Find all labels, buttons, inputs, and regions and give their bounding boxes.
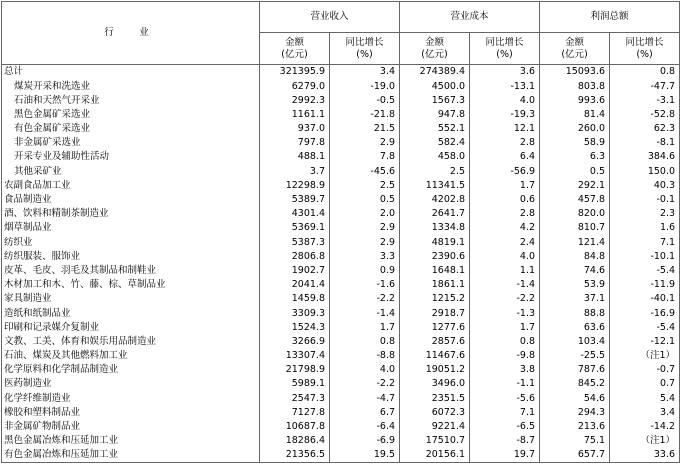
revenue-amount-cell: 18286.4 <box>260 434 330 448</box>
table-row <box>2 306 680 320</box>
table-body <box>2 65 680 463</box>
table-row <box>2 391 680 405</box>
profit-growth-cell: 5.4 <box>610 391 680 405</box>
table-header <box>2 2 680 65</box>
revenue-growth-cell: -4.7 <box>330 391 400 405</box>
cost-growth-cell: 4.2 <box>470 221 540 235</box>
industry-name-cell: 橡胶和塑料制品业 <box>2 406 260 420</box>
cost-growth-cell: -9.8 <box>470 349 540 363</box>
profit-growth-cell: -11.9 <box>610 278 680 292</box>
cost-growth-cell: -5.6 <box>470 391 540 405</box>
revenue-amount-cell: 2806.8 <box>260 249 330 263</box>
cost-amount-cell: 2351.5 <box>400 391 470 405</box>
cost-growth-cell: -1.4 <box>470 278 540 292</box>
industry-name-cell: 非金属矿采选业 <box>2 136 260 150</box>
cost-amount-cell: 1215.2 <box>400 292 470 306</box>
profit-amount-cell: 103.4 <box>540 335 610 349</box>
profit-amount-cell: 74.6 <box>540 264 610 278</box>
revenue-amount-cell: 2992.3 <box>260 93 330 107</box>
profit-amount-cell: 292.1 <box>540 179 610 193</box>
cost-amount-cell: 1861.1 <box>400 278 470 292</box>
cost-growth-cell: -1.3 <box>470 306 540 320</box>
industry-name-cell: 总计 <box>2 65 260 80</box>
profit-amount-header <box>540 33 610 65</box>
profit-amount-cell: 803.8 <box>540 79 610 93</box>
revenue-amount-cell: 321395.9 <box>260 65 330 80</box>
profit-amount-cell: 54.6 <box>540 391 610 405</box>
revenue-amount-cell: 3266.9 <box>260 335 330 349</box>
table-row <box>2 136 680 150</box>
cost-growth-cell: -1.1 <box>470 377 540 391</box>
profit-growth-cell: -40.1 <box>610 292 680 306</box>
revenue-amount-cell: 6279.0 <box>260 79 330 93</box>
cost-amount-cell: 17510.7 <box>400 434 470 448</box>
cost-growth-cell: 2.4 <box>470 235 540 249</box>
cost-amount-cell: 582.4 <box>400 136 470 150</box>
revenue-growth-cell: 0.8 <box>330 335 400 349</box>
revenue-growth-cell: -0.5 <box>330 93 400 107</box>
revenue-growth-cell: 2.9 <box>330 221 400 235</box>
cost-amount-cell: 1567.3 <box>400 93 470 107</box>
revenue-growth-cell: 3.4 <box>330 65 400 80</box>
revenue-amount-cell: 1902.7 <box>260 264 330 278</box>
cost-amount-cell: 274389.4 <box>400 65 470 80</box>
industry-name-cell: 煤炭开采和洗选业 <box>2 79 260 93</box>
cost-growth-cell: 1.7 <box>470 179 540 193</box>
industry-name-cell: 有色金属矿采选业 <box>2 122 260 136</box>
revenue-amount-cell: 937.0 <box>260 122 330 136</box>
cost-growth-cell: 7.1 <box>470 406 540 420</box>
table-row <box>2 179 680 193</box>
cost-amount-cell: 2641.7 <box>400 207 470 221</box>
profit-growth-cell: （注1） <box>610 349 680 363</box>
profit-growth-cell: -3.1 <box>610 93 680 107</box>
revenue-amount-cell: 7127.8 <box>260 406 330 420</box>
profit-growth-cell: -0.7 <box>610 363 680 377</box>
profit-growth-cell: -12.1 <box>610 335 680 349</box>
table-row <box>2 377 680 391</box>
revenue-growth-cell: -1.6 <box>330 278 400 292</box>
growth-unit: (%) <box>356 48 373 60</box>
revenue-growth-cell: 1.7 <box>330 320 400 334</box>
cost-growth-cell: -56.9 <box>470 164 540 178</box>
industry-name-cell: 黑色金属冶炼和压延加工业 <box>2 434 260 448</box>
profit-growth-cell: 62.3 <box>610 122 680 136</box>
revenue-growth-cell: -6.4 <box>330 420 400 434</box>
revenue-growth-cell: -19.0 <box>330 79 400 93</box>
cost-amount-cell: 2857.6 <box>400 335 470 349</box>
industry-name-cell: 黑色金属矿采选业 <box>2 108 260 122</box>
revenue-growth-cell: -8.8 <box>330 349 400 363</box>
profit-growth-cell: -0.1 <box>610 193 680 207</box>
profit-growth-cell: （注1） <box>610 434 680 448</box>
table-row <box>2 108 680 122</box>
profit-growth-cell: -47.7 <box>610 79 680 93</box>
cost-amount-cell: 19051.2 <box>400 363 470 377</box>
industry-name-cell: 食品制造业 <box>2 193 260 207</box>
revenue-growth-cell: -2.2 <box>330 292 400 306</box>
revenue-growth-cell: 3.3 <box>330 249 400 263</box>
amount-label: 金额 <box>425 36 445 48</box>
profit-amount-cell: -25.5 <box>540 349 610 363</box>
industry-name-cell: 皮革、毛皮、羽毛及其制品和制鞋业 <box>2 264 260 278</box>
revenue-amount-cell: 2547.3 <box>260 391 330 405</box>
revenue-amount-cell: 1161.1 <box>260 108 330 122</box>
revenue-growth-cell: 19.5 <box>330 448 400 463</box>
revenue-growth-cell: 2.0 <box>330 207 400 221</box>
industry-name-cell: 非金属矿物制品业 <box>2 420 260 434</box>
cost-amount-cell: 2.5 <box>400 164 470 178</box>
table-row <box>2 335 680 349</box>
cost-amount-cell: 1648.1 <box>400 264 470 278</box>
table-row <box>2 320 680 334</box>
industry-name-cell: 开采专业及辅助性活动 <box>2 150 260 164</box>
profit-growth-cell: 3.4 <box>610 406 680 420</box>
revenue-growth-cell: -1.4 <box>330 306 400 320</box>
industry-statistics-table <box>1 1 680 463</box>
revenue-growth-cell: 2.9 <box>330 235 400 249</box>
profit-growth-cell: 0.8 <box>610 65 680 80</box>
revenue-growth-cell: -21.8 <box>330 108 400 122</box>
profit-amount-cell: 63.6 <box>540 320 610 334</box>
revenue-amount-cell: 797.8 <box>260 136 330 150</box>
growth-label: 同比增长 <box>485 36 524 48</box>
cost-amount-cell: 4819.1 <box>400 235 470 249</box>
table-row <box>2 65 680 80</box>
revenue-growth-cell: 2.5 <box>330 179 400 193</box>
revenue-amount-cell: 1524.3 <box>260 320 330 334</box>
revenue-growth-header <box>330 33 400 65</box>
revenue-amount-cell: 3.7 <box>260 164 330 178</box>
industry-name-cell: 家具制造业 <box>2 292 260 306</box>
table-row <box>2 448 680 463</box>
profit-growth-cell: -5.4 <box>610 320 680 334</box>
revenue-amount-cell: 5369.1 <box>260 221 330 235</box>
profit-amount-cell: 58.9 <box>540 136 610 150</box>
amount-unit: (亿元) <box>281 48 308 60</box>
table-row <box>2 122 680 136</box>
cost-growth-cell: -2.2 <box>470 292 540 306</box>
profit-amount-cell: 457.8 <box>540 193 610 207</box>
profit-amount-cell: 75.1 <box>540 434 610 448</box>
table-row <box>2 93 680 107</box>
industry-name-cell: 烟草制品业 <box>2 221 260 235</box>
profit-growth-header <box>610 33 680 65</box>
table-row <box>2 420 680 434</box>
table-row <box>2 349 680 363</box>
amount-unit: (亿元) <box>421 48 448 60</box>
cost-amount-cell: 3496.0 <box>400 377 470 391</box>
cost-amount-cell: 9221.4 <box>400 420 470 434</box>
profit-amount-cell: 993.6 <box>540 93 610 107</box>
cost-growth-cell: 0.6 <box>470 193 540 207</box>
cost-growth-cell: 3.6 <box>470 65 540 80</box>
industry-name-cell: 酒、饮料和精制茶制造业 <box>2 207 260 221</box>
industry-name-cell: 医药制造业 <box>2 377 260 391</box>
profit-amount-cell: 820.0 <box>540 207 610 221</box>
cost-growth-cell: 1.1 <box>470 264 540 278</box>
cost-amount-cell: 20156.1 <box>400 448 470 463</box>
revenue-amount-cell: 3309.3 <box>260 306 330 320</box>
profit-growth-cell: -5.4 <box>610 264 680 278</box>
table-row <box>2 150 680 164</box>
growth-label: 同比增长 <box>345 36 384 48</box>
profit-growth-cell: -8.1 <box>610 136 680 150</box>
profit-growth-cell: 7.1 <box>610 235 680 249</box>
industry-name-cell: 石油、煤炭及其他燃料加工业 <box>2 349 260 363</box>
table-row <box>2 221 680 235</box>
cost-amount-cell: 4500.0 <box>400 79 470 93</box>
revenue-growth-cell: -6.9 <box>330 434 400 448</box>
cost-growth-cell: 4.0 <box>470 249 540 263</box>
cost-amount-header <box>400 33 470 65</box>
cost-growth-cell: 12.1 <box>470 122 540 136</box>
revenue-amount-cell: 5389.7 <box>260 193 330 207</box>
cost-amount-cell: 2918.7 <box>400 306 470 320</box>
profit-growth-cell: 33.6 <box>610 448 680 463</box>
table-row <box>2 207 680 221</box>
revenue-growth-cell: -2.2 <box>330 377 400 391</box>
industry-name-cell: 有色金属冶炼和压延加工业 <box>2 448 260 463</box>
profit-growth-cell: -10.1 <box>610 249 680 263</box>
industry-name-cell: 木材加工和木、竹、藤、棕、草制品业 <box>2 278 260 292</box>
profit-amount-cell: 845.2 <box>540 377 610 391</box>
profit-growth-cell: 1.6 <box>610 221 680 235</box>
profit-group-header: 利润总额 <box>540 2 680 33</box>
cost-growth-cell: -13.1 <box>470 79 540 93</box>
revenue-growth-cell: 4.0 <box>330 363 400 377</box>
industry-name-cell: 印刷和记录媒介复制业 <box>2 320 260 334</box>
cost-growth-cell: 2.8 <box>470 136 540 150</box>
table-row <box>2 235 680 249</box>
cost-amount-cell: 1277.6 <box>400 320 470 334</box>
cost-amount-cell: 6072.3 <box>400 406 470 420</box>
cost-growth-cell: 4.0 <box>470 93 540 107</box>
table-row <box>2 434 680 448</box>
revenue-growth-cell: 21.5 <box>330 122 400 136</box>
revenue-group-header: 营业收入 <box>260 2 400 33</box>
profit-growth-cell: -14.2 <box>610 420 680 434</box>
revenue-amount-cell: 5989.1 <box>260 377 330 391</box>
revenue-growth-cell: 0.9 <box>330 264 400 278</box>
cost-growth-cell: -19.3 <box>470 108 540 122</box>
profit-amount-cell: 6.3 <box>540 150 610 164</box>
profit-growth-cell: 40.3 <box>610 179 680 193</box>
cost-amount-cell: 4202.8 <box>400 193 470 207</box>
revenue-amount-cell: 13307.4 <box>260 349 330 363</box>
profit-growth-cell: 384.6 <box>610 150 680 164</box>
cost-growth-cell: 2.8 <box>470 207 540 221</box>
profit-amount-cell: 0.5 <box>540 164 610 178</box>
amount-label: 金额 <box>565 36 585 48</box>
revenue-amount-cell: 12298.9 <box>260 179 330 193</box>
revenue-growth-cell: 7.8 <box>330 150 400 164</box>
profit-amount-cell: 294.3 <box>540 406 610 420</box>
table-row <box>2 363 680 377</box>
table-row <box>2 249 680 263</box>
profit-amount-cell: 121.4 <box>540 235 610 249</box>
table-row <box>2 264 680 278</box>
profit-amount-cell: 53.9 <box>540 278 610 292</box>
table-row <box>2 79 680 93</box>
growth-unit: (%) <box>496 48 513 60</box>
profit-growth-cell: -52.8 <box>610 108 680 122</box>
cost-growth-cell: -6.5 <box>470 420 540 434</box>
industry-name-cell: 农副食品加工业 <box>2 179 260 193</box>
cost-amount-cell: 11341.5 <box>400 179 470 193</box>
industry-name-cell: 文教、工美、体育和娱乐用品制造业 <box>2 335 260 349</box>
industry-name-cell: 其他采矿业 <box>2 164 260 178</box>
revenue-growth-cell: 2.9 <box>330 136 400 150</box>
profit-amount-cell: 810.7 <box>540 221 610 235</box>
profit-amount-cell: 15093.6 <box>540 65 610 80</box>
revenue-growth-cell: -45.6 <box>330 164 400 178</box>
cost-amount-cell: 2390.6 <box>400 249 470 263</box>
profit-amount-cell: 260.0 <box>540 122 610 136</box>
cost-amount-cell: 947.8 <box>400 108 470 122</box>
industry-name-cell: 纺织业 <box>2 235 260 249</box>
profit-amount-cell: 37.1 <box>540 292 610 306</box>
profit-growth-cell: -16.9 <box>610 306 680 320</box>
cost-growth-header <box>470 33 540 65</box>
profit-amount-cell: 787.6 <box>540 363 610 377</box>
profit-growth-cell: 2.3 <box>610 207 680 221</box>
cost-growth-cell: 3.8 <box>470 363 540 377</box>
cost-amount-cell: 458.0 <box>400 150 470 164</box>
cost-growth-cell: -8.7 <box>470 434 540 448</box>
revenue-amount-cell: 5387.3 <box>260 235 330 249</box>
cost-amount-cell: 11467.6 <box>400 349 470 363</box>
profit-amount-cell: 657.7 <box>540 448 610 463</box>
profit-amount-cell: 81.4 <box>540 108 610 122</box>
revenue-amount-cell: 21356.5 <box>260 448 330 463</box>
industry-name-cell: 化学纤维制造业 <box>2 391 260 405</box>
profit-growth-cell: 150.0 <box>610 164 680 178</box>
revenue-amount-cell: 10687.8 <box>260 420 330 434</box>
revenue-amount-cell: 21798.9 <box>260 363 330 377</box>
revenue-amount-cell: 488.1 <box>260 150 330 164</box>
profit-amount-cell: 84.8 <box>540 249 610 263</box>
industry-name-cell: 化学原料和化学制品制造业 <box>2 363 260 377</box>
cost-growth-cell: 6.4 <box>470 150 540 164</box>
revenue-growth-cell: 6.7 <box>330 406 400 420</box>
industry-column-header: 行 业 <box>2 2 260 65</box>
growth-label: 同比增长 <box>625 36 664 48</box>
table-row <box>2 292 680 306</box>
cost-amount-cell: 552.1 <box>400 122 470 136</box>
cost-growth-cell: 1.7 <box>470 320 540 334</box>
cost-amount-cell: 1334.8 <box>400 221 470 235</box>
industry-name-cell: 纺织服装、服饰业 <box>2 249 260 263</box>
profit-growth-cell: 0.7 <box>610 377 680 391</box>
revenue-amount-cell: 2041.4 <box>260 278 330 292</box>
profit-amount-cell: 213.6 <box>540 420 610 434</box>
table-row <box>2 193 680 207</box>
table-row <box>2 406 680 420</box>
table-row <box>2 164 680 178</box>
table-row <box>2 278 680 292</box>
revenue-amount-header <box>260 33 330 65</box>
revenue-amount-cell: 4301.4 <box>260 207 330 221</box>
amount-label: 金额 <box>284 36 304 48</box>
revenue-amount-cell: 1459.8 <box>260 292 330 306</box>
profit-amount-cell: 88.8 <box>540 306 610 320</box>
amount-unit: (亿元) <box>561 48 588 60</box>
cost-growth-cell: 0.8 <box>470 335 540 349</box>
revenue-growth-cell: 0.5 <box>330 193 400 207</box>
cost-group-header: 营业成本 <box>400 2 540 33</box>
cost-growth-cell: 19.7 <box>470 448 540 463</box>
industry-name-cell: 造纸和纸制品业 <box>2 306 260 320</box>
industry-name-cell: 石油和天然气开采业 <box>2 93 260 107</box>
growth-unit: (%) <box>636 48 653 60</box>
